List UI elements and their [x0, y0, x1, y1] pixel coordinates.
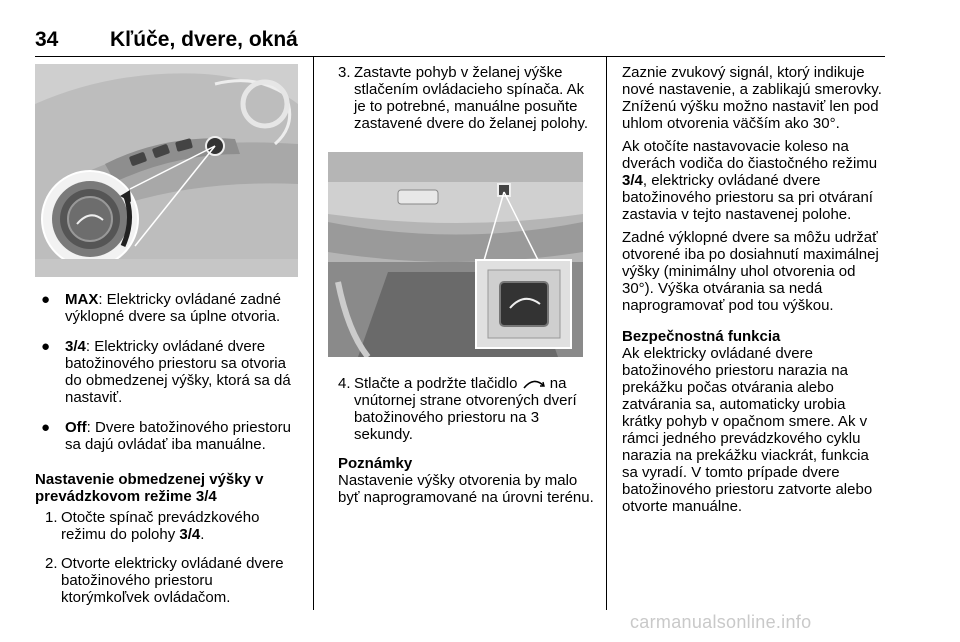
column-3 — [622, 64, 887, 521]
paragraph-1: Zaznie zvukový signál, ktorý indikuje nové nastavenie, a zablikajú smerovky. Zníženú výšku možno nastaviť len pod uhlom otvorenia väčším ako 30°. — [622, 64, 882, 132]
bullet-key: 3/4 — [65, 338, 86, 355]
page-number: 34 — [35, 28, 59, 51]
section-heading: Nastavenie obmedzenej výšky v prevádzkovom režime 3/4 — [35, 471, 264, 505]
step-tail: . — [200, 526, 205, 543]
step-text: Otvorte elektricky ovládané dvere batožinového priestoru ktorýmkoľvek ovládačom. — [61, 555, 284, 606]
p2-tail: , elektricky ovládané dvere batožinového priestoru sa pri otváraní zastavia v tejto nastavenej polohe. — [622, 172, 873, 223]
bullet-dot: ● — [41, 419, 51, 436]
chapter-title: Kľúče, dvere, okná — [110, 28, 298, 51]
bullet-off — [35, 419, 300, 453]
bullet-dot: ● — [41, 338, 51, 355]
bullet-dot: ● — [41, 291, 51, 308]
bullet-key: Off — [65, 419, 87, 436]
bullet-text: : Elektricky ovládané dvere batožinového priestoru sa otvoria do obmedzenej výšky, ktorá sa dá nastaviť. — [65, 338, 291, 406]
step-2 — [45, 555, 300, 606]
note-heading: Poznámky — [338, 455, 413, 472]
header-rule — [35, 56, 885, 57]
step-number: 4. — [338, 375, 351, 392]
safety-text: Ak elektricky ovládané dvere batožinového priestoru narazia na prekážku počas otvárania alebo zatvárania sa, automaticky urobia krátky pohyb v opačnom smere. Ak v rámci jedného prevádzkového cyklu narazia na prekážku viackrát, funkcia sa vyradí. V tomto prípade dvere batožinového priestoru zatvorte alebo otvorte manuálne. — [622, 345, 873, 515]
watermark: carmanualsonline.info — [630, 612, 812, 632]
column-divider-1 — [313, 57, 314, 610]
step-text-tail: na vnútornej strane otvorených dverí batožinového priestoru na 3 sekundy. — [354, 375, 577, 443]
step-number: 3. — [338, 64, 351, 81]
safety-heading: Bezpečnostná funkcia — [622, 328, 781, 345]
step-1 — [45, 509, 300, 543]
column-divider-2 — [606, 57, 607, 610]
step-text: Otočte spínač prevádzkového režimu do polohy — [61, 509, 260, 543]
page-header — [35, 28, 885, 52]
column-1 — [35, 64, 300, 618]
p2-text: Ak otočíte nastavovacie koleso na dverách vodiča do čiastočného režimu — [622, 138, 878, 172]
step-text: Stlačte a podržte tlačidlo — [354, 375, 522, 392]
tailgate-illustration — [328, 152, 583, 357]
step-number: 2. — [45, 555, 58, 572]
p2-bold: 3/4 — [622, 172, 643, 189]
paragraph-2 — [622, 138, 887, 223]
door-switch-illustration — [35, 64, 298, 277]
step-text: Zastavte pohyb v želanej výške stlačením ovládacieho spínača. Ak je to potrebné, manuálne posuňte zastavené dvere do želanej polohy. — [354, 64, 589, 132]
tailgate-button-figure — [328, 152, 583, 357]
door-switch-figure — [35, 64, 298, 277]
bullet-text: : Dvere batožinového priestoru sa dajú ovládať iba manuálne. — [65, 419, 291, 453]
column-2 — [338, 64, 596, 512]
step-3 — [338, 64, 596, 132]
note-text: Nastavenie výšky otvorenia by malo byť naprogramované na úrovni terénu. — [338, 472, 594, 506]
bullet-text: : Elektricky ovládané zadné výklopné dvere sa úplne otvoria. — [65, 291, 281, 325]
step-bold: 3/4 — [179, 526, 201, 543]
bullet-max — [35, 291, 300, 325]
paragraph-3: Zadné výklopné dvere sa môžu udržať otvorené iba po dosiahnutí maximálnej výšky (minimálny uhol otvorenia od 30°). Výška otvárania sa nedá naprogramovať pod tou výškou. — [622, 229, 879, 314]
bullet-three-quarters — [35, 338, 300, 406]
step-number: 1. — [45, 509, 58, 526]
step-4 — [338, 375, 596, 443]
bullet-key: MAX — [65, 291, 99, 308]
tailgate-icon — [522, 378, 546, 390]
